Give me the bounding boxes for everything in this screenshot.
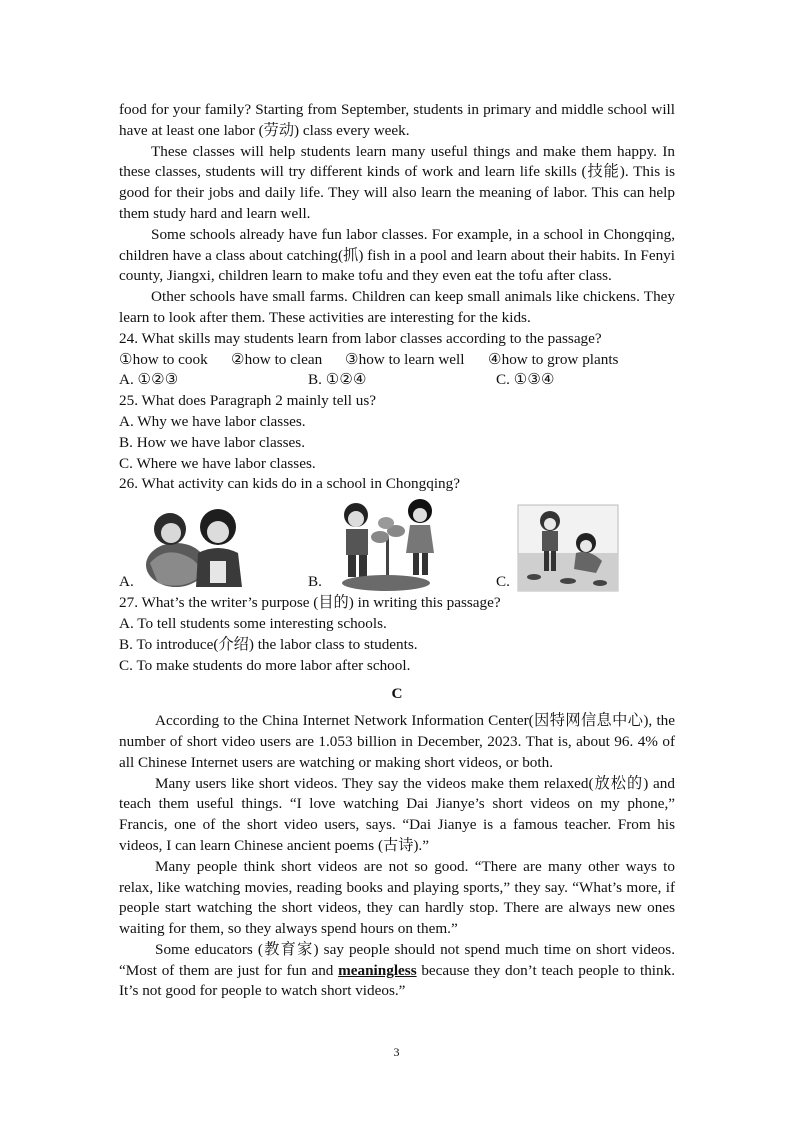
q26-option-a[interactable] <box>119 497 308 593</box>
q27-option-c[interactable]: C. To make students do more labor after school. <box>119 656 411 674</box>
question-26-stem: 26. What activity can kids do in a school in Chongqing? <box>119 475 460 493</box>
question-24-stem: 24. What skills may students learn from labor classes according to the passage? <box>119 329 602 347</box>
q24-option-a[interactable]: A. ①②③ <box>119 371 179 389</box>
q25-option-c[interactable]: C. Where we have labor classes. <box>119 454 316 472</box>
children-with-chicken-illustration <box>140 501 258 593</box>
p4-text-before: Some educators (教育家) say people should not spend much time on short videos. “Most of them are just for fun and <box>119 940 675 979</box>
q26-option-b[interactable] <box>308 497 496 593</box>
q25-option-b[interactable]: B. How we have labor classes. <box>119 433 305 451</box>
question-26-options <box>119 497 675 593</box>
q24-item-4: ④how to grow plants <box>488 350 619 368</box>
q27-option-b[interactable]: B. To introduce(介绍) the labor class to students. <box>119 635 418 653</box>
q26-label-c: C. <box>496 573 510 591</box>
question-25-stem: 25. What does Paragraph 2 mainly tell us? <box>119 392 377 410</box>
children-catching-fish-illustration <box>516 503 620 593</box>
p4-text-after: because they don’t teach people to think. It’s not good for people to watch short videos.” <box>119 961 675 1000</box>
page-number: 3 <box>393 1045 400 1059</box>
q24-option-b[interactable]: B. ①②④ <box>308 371 367 389</box>
passage-c-paragraph-4 <box>119 940 675 1002</box>
passage-b-paragraph-1: These classes will help students learn many useful things and make them happy. In these classes, students will try different kinds of work and learn life skills (技能). This is good for their jobs and daily life. They will also learn the meaning of labor. This can help them study hard and learn well. <box>119 142 675 222</box>
passage-b-paragraph-0: food for your family? Starting from September, students in primary and middle school will have at least one labor (劳动) class every week. <box>119 101 675 139</box>
question-27-stem: 27. What’s the writer’s purpose (目的) in writing this passage? <box>119 594 501 612</box>
q24-item-1: ①how to cook <box>119 350 208 368</box>
q26-label-b: B. <box>308 573 322 591</box>
question-24-items <box>119 350 675 371</box>
children-planting-tree-illustration <box>328 497 446 593</box>
q25-option-a[interactable]: A. Why we have labor classes. <box>119 412 306 430</box>
underlined-word-meaningless: meaningless <box>338 961 417 979</box>
q26-label-a: A. <box>119 573 134 591</box>
page-content <box>119 100 675 1002</box>
q24-item-2: ②how to clean <box>231 350 323 368</box>
passage-c-paragraph-2: Many users like short videos. They say the videos make them relaxed(放松的) and teach them useful things. “I love watching Dai Jianye’s short videos on my phone,” Francis, one of the short video users, says. “Dai Jianye is a famous teacher. From his videos, I can learn Chinese ancient poems (古诗).” <box>119 774 675 854</box>
q27-option-a[interactable]: A. To tell students some interesting schools. <box>119 614 387 632</box>
section-c-heading: C <box>391 685 403 703</box>
q24-option-c[interactable]: C. ①③④ <box>496 371 555 389</box>
q24-item-3: ③how to learn well <box>345 350 465 368</box>
passage-c-paragraph-3: Many people think short videos are not so good. “There are many other ways to relax, like watching movies, reading books and playing sports,” they say. “What’s more, if people start watching the short videos, they can hardly stop. There are always new ones waiting for them, so they always spend hours on them.” <box>119 857 675 938</box>
passage-b-paragraph-3: Other schools have small farms. Children can keep small animals like chickens. They learn to look after them. These activities are interesting for the kids. <box>119 288 675 326</box>
question-24-options <box>119 370 675 391</box>
passage-b-paragraph-2: Some schools already have fun labor classes. For example, in a school in Chongqing, children have a class about catching(抓) fish in a pool and learn about their habits. In Fenyi county, Jiangxi, children learn to make tofu and they even eat the tofu after class. <box>119 225 675 285</box>
q26-option-c[interactable] <box>496 497 620 593</box>
passage-c-paragraph-1: According to the China Internet Network Information Center(因特网信息中心), the number of short video users are 1.053 billion in December, 2023. That is, about 96. 4% of all Chinese Internet users are watching or making short videos, or both. <box>119 712 675 771</box>
